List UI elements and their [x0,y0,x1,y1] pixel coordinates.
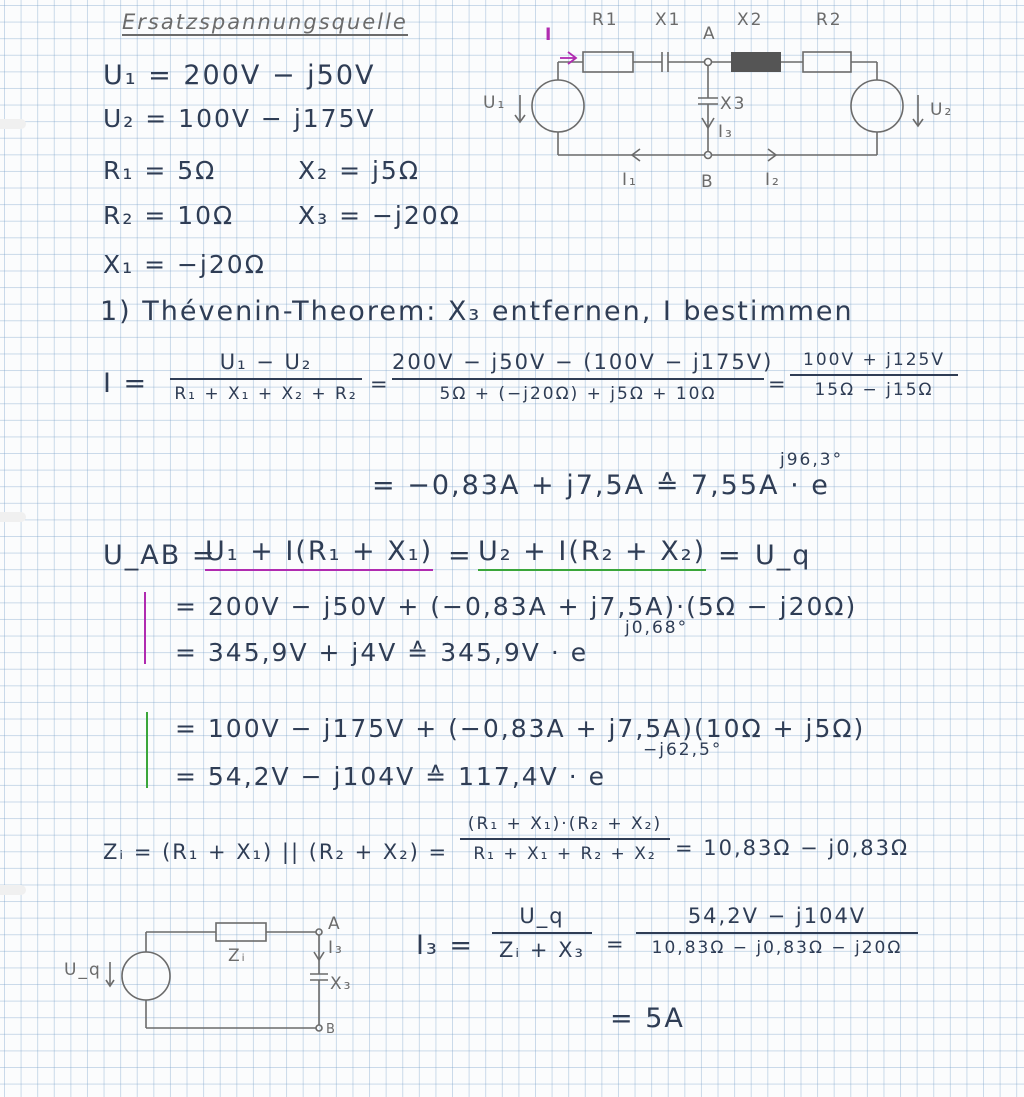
eq-i3-result: = 5A [610,1003,685,1034]
eq-i-equals-2: = [768,372,788,396]
punch-hole [0,512,26,522]
eq-i-lhs: I = [103,368,149,399]
given-r2: R₂ = 10Ω [103,201,235,230]
circuit1-current-i: I [545,25,554,45]
eq-uab-rhs: U_q [755,540,812,571]
circuit2-label-i3: I₃ [328,938,344,958]
circuit2-label-x3: X₃ [330,974,353,994]
eq-uab-equals-2: = [718,540,743,571]
circuit1-label-i3: I₃ [718,122,734,142]
circuit1-label-u1: U₁ [483,93,507,113]
resistor-r2 [803,52,851,72]
eq-uab-green-exponent: −j62,5° [643,740,723,760]
circuit1-node-a: A [703,24,717,44]
circuit1-label-x3: X3 [720,94,747,114]
circuit1-label-x2: X2 [737,10,764,30]
reactance-x2 [731,52,781,72]
eq-uab-green-line-1: = 100V − j175V + (−0,83A + j7,5A)(10Ω + j5Ω) [175,714,866,743]
page-heading: Ersatzspannungsquelle [122,10,408,34]
eq-i3-fraction-2: 54,2V − j104V 10,83Ω − j0,83Ω − j20Ω [636,904,918,958]
eq-i3-equals: = [606,932,626,956]
punch-hole [0,119,26,129]
eq-zi-fraction: (R₁ + X₁)·(R₂ + X₂) R₁ + X₁ + R₂ + X₂ [460,814,670,864]
circuit2-node-a: A [328,914,342,934]
given-u2: U₂ = 100V − j175V [103,104,376,133]
circuit2-node-b: B [326,1022,337,1037]
given-u1: U₁ = 200V − j50V [103,60,376,91]
eq-uab-part2: U₂ + I(R₂ + X₂) [478,536,706,571]
given-x1: X₁ = −j20Ω [103,250,266,279]
resistor-r1 [583,52,633,72]
eq-uab-equals-1: = [448,540,473,571]
circuit1-node-b: B [701,172,715,192]
eq-uab-purple-line-2: = 345,9V + j4V ≙ 345,9V · e [175,638,589,667]
eq-uab-lhs: U_AB = [103,540,217,571]
circuit1-label-i1: I₁ [622,170,638,190]
eq-i-result: = −0,83A + j7,5A ≙ 7,55A · e [372,470,830,501]
eq-zi-rhs: = 10,83Ω − j0,83Ω [675,836,910,860]
circuit2-label-zi: Zᵢ [228,946,247,966]
circuit1-label-u2: U₂ [930,100,954,120]
green-bracket [146,712,148,788]
given-r1: R₁ = 5Ω [103,156,217,185]
circuit1-label-r1: R1 [592,10,619,30]
eq-i-equals-1: = [370,372,390,396]
circuit1-label-i2: I₂ [765,170,781,190]
eq-i-result-exponent: j96,3° [780,450,844,470]
eq-uab-purple-exponent: j0,68° [625,618,689,638]
circuit1-label-x1: X1 [655,10,682,30]
circuit2-label-uq: U_q [64,960,102,980]
eq-uab-purple-line-1: = 200V − j50V + (−0,83A + j7,5A)·(5Ω − j20Ω) [175,592,858,621]
given-x3: X₃ = −j20Ω [298,201,461,230]
punch-hole [0,885,26,895]
eq-i3-fraction-1: U_q Zᵢ + X₃ [492,904,592,962]
eq-i-fraction-3: 100V + j125V 15Ω − j15Ω [790,350,958,400]
step1-heading: 1) Thévenin-Theorem: X₃ entfernen, I bestimmen [100,296,854,327]
purple-bracket [144,592,146,664]
eq-uab-part1: U₁ + I(R₁ + X₁) [205,536,433,571]
eq-i3-lhs: I₃ = [416,930,474,961]
impedance-zi [216,923,266,941]
eq-i-fraction-1: U₁ − U₂ R₁ + X₁ + X₂ + R₂ [170,350,362,404]
circuit1-label-r2: R2 [816,10,843,30]
eq-i-fraction-2: 200V − j50V − (100V − j175V) 5Ω + (−j20Ω) + j5Ω + 10Ω [392,350,774,404]
given-x2: X₂ = j5Ω [298,156,420,185]
eq-uab-green-line-2: = 54,2V − j104V ≙ 117,4V · e [175,762,606,791]
eq-zi-lhs: Zᵢ = (R₁ + X₁) || (R₂ + X₂) = [103,840,449,864]
